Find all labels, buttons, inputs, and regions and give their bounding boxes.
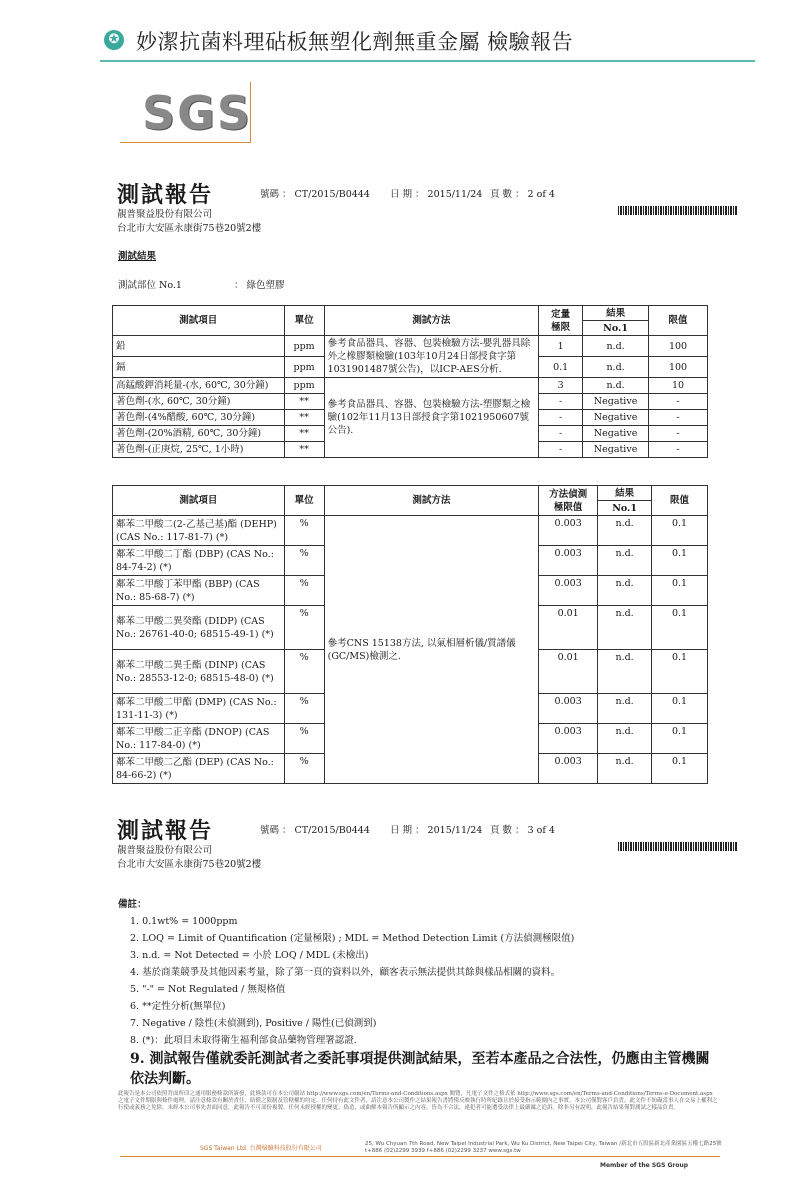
table-row: 著色劑-(正庚烷, 25℃, 1小時) ** - Negative - [113, 442, 708, 458]
note-item: 5. "-" = Not Regulated / 無規格值 [130, 984, 286, 995]
col-header-mdl: 方法偵測 極限值 [539, 486, 598, 516]
sgs-logo [120, 82, 251, 143]
sgs-logo-text: SGS [142, 86, 253, 140]
report-header-1 [112, 178, 742, 238]
part-value: ： 綠色塑膠 [234, 280, 285, 291]
results-table-metals [112, 305, 708, 458]
table-row: 著色劑-(水, 60℃, 30分鐘) ** - Negative - [113, 394, 708, 410]
table-row: 鄰苯二甲酸二(2-乙基己基)酯 (DEHP) (CAS No.: 117-81-7) (*) % 參考CNS 15138方法, 以氣相層析儀/質譜儀(GC/MS)檢測之. 0.003 n.d. 0.1 [113, 516, 708, 546]
method-cell: 參考食品器具、容器、包裝檢驗方法-嬰乳器具除外之橡膠類檢驗(103年10月24日部授食字第1031901487號公告)，以ICP-AES分析. [324, 336, 539, 378]
table-header-row [113, 306, 708, 336]
col-header-method: 測試方法 [324, 486, 539, 516]
col-header-item: 測試項目 [113, 486, 285, 516]
note-item: 8. (*)：此項目未取得衛生福利部食品藥物管理署認證. [130, 1035, 357, 1046]
note-item: 6. **定性分析(無單位) [130, 1001, 226, 1012]
section-title: 測試結果 [118, 251, 157, 262]
note-item: 3. n.d. = Not Detected = 小於 LOQ / MDL (未檢出) [130, 950, 369, 961]
note-item: 1. 0.1wt% = 1000ppm [130, 916, 238, 927]
report-heading: 測試報告 [117, 182, 214, 208]
table-row: 鄰苯二甲酸二丁酯 (DBP) (CAS No.: 84-74-2) (*) % 0.003 n.d. 0.1 [113, 546, 708, 576]
footer-address: 25, Wu Chyuan 7th Road, New Taipei Industrial Park, Wu Ku District, New Taipei City, Taiwan /新北市五股區新北產業園區五權七路25號 [365, 1141, 722, 1147]
barcode [618, 206, 738, 215]
col-header-method: 測試方法 [324, 306, 539, 336]
col-header-unit: 單位 [284, 486, 324, 516]
table-row: 鄰苯二甲酸二正辛酯 (DNOP) (CAS No.: 117-84-0) (*) % 0.003 n.d. 0.1 [113, 724, 708, 754]
table-row: 著色劑-(4%醋酸, 60℃, 30分鐘) ** - Negative - [113, 410, 708, 426]
method-cell: 參考CNS 15138方法, 以氣相層析儀/質譜儀(GC/MS)檢測之. [324, 516, 539, 784]
col-header-result: 結果 No.1 [583, 306, 649, 336]
footer-divider [120, 1156, 720, 1157]
table-row: 鄰苯二甲酸二異癸酯 (DIDP) (CAS No.: 26761-40-0; 68515-49-1) (*) % 0.01 n.d. 0.1 [113, 606, 708, 650]
note-item: 7. Negative / 陰性(未偵測到), Positive / 陽性(已偵測到) [130, 1018, 377, 1029]
fine-print: 此報告是本公司依照背面所印之通用服務條款所簽發，此條款可在本公司網站 http://www.sgs.com/en/Terms-and-Conditions.aspx 閱覽，凡電子文件之格式依 http://www.sgs.com/en/Terms-and-Conditions/Terms-e-Document.aspx 之電子文件期限與條件處理。請注意條款有關於責任、賠償之限制及管轄權的約定。任何持有此文件者，請注意本公司製作之結果報告書將僅反映執行時所紀錄且於接受指示範圍內之事實。本公司僅對客戶負責，此文件不妨礙當事人在交易上權利之行使或義務之免除。未經本公司事先書面同意，此報告不可部份複製。任何未經授權的變更、偽造、或曲解本報告所顯示之內容，皆為不合法，違犯者可能遭受法律上最嚴厲之追訴。除非另有說明，此報告結果僅對測試之樣品負責。 [118, 1091, 718, 1111]
notes-title: 備註： [118, 899, 147, 910]
footer-contact [365, 1141, 722, 1155]
report-date: 日 期 ： 2015/11/24 [390, 825, 483, 836]
table-row: 著色劑-(20%酒精, 60℃, 30分鐘) ** - Negative - [113, 426, 708, 442]
col-header-result: 結果 No.1 [598, 486, 652, 516]
table-row: 鄰苯二甲酸丁苯甲酯 (BBP) (CAS No.: 85-68-7) (*) % 0.003 n.d. 0.1 [113, 576, 708, 606]
page-title: 妙潔抗菌料理砧板無塑化劑無重金屬 檢驗報告 [136, 30, 574, 54]
report-number: 號碼 ： CT/2015/B0444 [260, 825, 370, 836]
table-row: 高錳酸鉀消耗量-(水, 60℃, 30分鐘) ppm 參考食品器具、容器、包裝檢驗方法-塑膠類之檢驗(102年11月13日部授食字第1021950607號公告). 3 n.d. 10 [113, 378, 708, 394]
report-heading: 測試報告 [117, 818, 214, 844]
report-number: 號碼 ： CT/2015/B0444 [260, 189, 370, 200]
footer-member: Member of the SGS Group [600, 1162, 689, 1169]
results-table-phthalates [112, 485, 708, 784]
notes-list [118, 913, 718, 1089]
table-header-row [113, 486, 708, 516]
page-header [100, 24, 755, 62]
note-item: 4. 基於商業競爭及其他因素考量，除了第一頁的資料以外，顧客表示無法提供其餘與樣品相關的資料。 [130, 967, 561, 978]
table-row: 鄰苯二甲酸二異壬酯 (DINP) (CAS No.: 28553-12-0; 68515-48-0) (*) % 0.01 n.d. 0.1 [113, 650, 708, 694]
star-icon: ✪ [104, 30, 124, 50]
table-row: 鄰苯二甲酸二乙酯 (DEP) (CAS No.: 84-66-2) (*) % 0.003 n.d. 0.1 [113, 754, 708, 784]
footer-phone: t+886 (02)2299 3939 f+886 (02)2299 3237 www.sgs.tw [365, 1148, 521, 1154]
report-pages: 頁 數 ： 3 of 4 [490, 825, 555, 836]
table-row: 鉛 ppm 參考食品器具、容器、包裝檢驗方法-嬰乳器具除外之橡膠類檢驗(103年10月24日部授食字第1031901487號公告)，以ICP-AES分析. 1 n.d. 100 [113, 336, 708, 357]
report-header-2 [112, 814, 742, 874]
col-header-limit: 限值 [652, 486, 708, 516]
company-address: 台北市大安區永康街75巷20號2樓 [117, 223, 262, 234]
company-name: 靚普聚益股份有限公司 [117, 845, 213, 856]
footer-company: SGS Taiwan Ltd. 台灣檢驗科技股份有限公司 [200, 1145, 322, 1152]
table-row: 鄰苯二甲酸二甲酯 (DMP) (CAS No.: 131-11-3) (*) % 0.003 n.d. 0.1 [113, 694, 708, 724]
barcode [618, 842, 738, 851]
report-date: 日 期 ： 2015/11/24 [390, 189, 483, 200]
table-row: 鎘 ppm 0.1 n.d. 100 [113, 357, 708, 378]
col-header-limit: 限值 [649, 306, 708, 336]
note-item: 2. LOQ = Limit of Quantification (定量極限) ; MDL = Method Detection Limit (方法偵測極限值) [130, 933, 575, 944]
company-name: 靚普聚益股份有限公司 [117, 209, 213, 220]
col-header-item: 測試項目 [113, 306, 285, 336]
col-header-unit: 單位 [284, 306, 324, 336]
method-cell: 參考食品器具、容器、包裝檢驗方法-塑膠類之檢驗(102年11月13日部授食字第1021950607號公告). [324, 378, 539, 458]
company-address: 台北市大安區永康街75巷20號2樓 [117, 859, 262, 870]
col-header-loq: 定量 極限 [539, 306, 583, 336]
notes-section [118, 896, 718, 1089]
part-label: 測試部位 No.1 [118, 280, 182, 291]
note-item: 9. 測試報告僅就委託測試者之委託事項提供測試結果，至若本產品之合法性，仍應由主管機關依法判斷。 [130, 1051, 710, 1087]
report-pages: 頁 數 ： 2 of 4 [490, 189, 555, 200]
